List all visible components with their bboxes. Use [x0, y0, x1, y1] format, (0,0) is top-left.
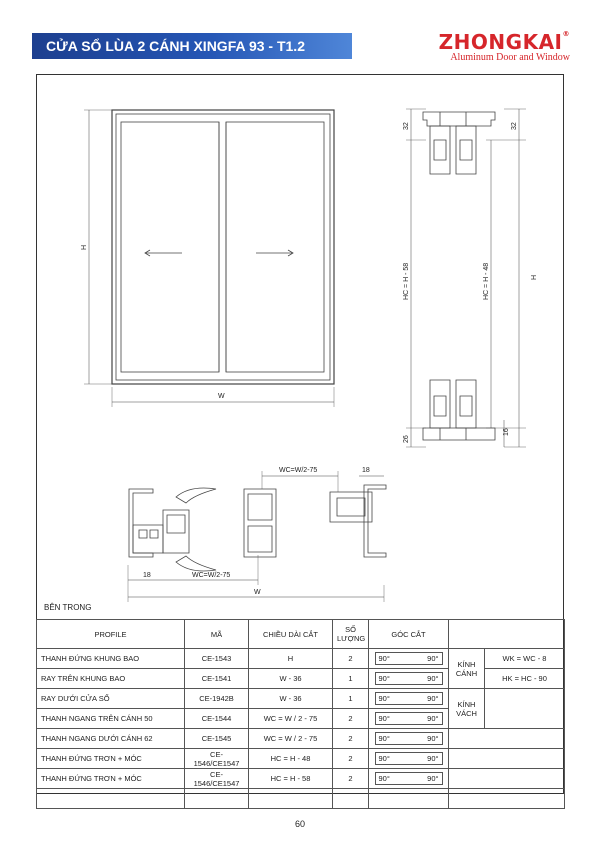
header-qty: SỐ LƯỢNG — [333, 620, 369, 649]
table-row — [37, 789, 565, 809]
page-title: CỬA SỔ LÙA 2 CÁNH XINGFA 93 - T1.2 — [46, 38, 305, 54]
table-header — [37, 620, 565, 649]
table-row: THANH NGANG TRÊN CÁNH 50 CE-1544 WC = W / 2 - 75 2 90° 90° — [37, 709, 565, 729]
dim-hc1: HC = H - 58 — [403, 262, 410, 300]
table-row: RAY TRÊN KHUNG BAO CE-1541 W - 36 1 90° 90° HK = HC - 90 — [37, 669, 565, 689]
page-number: 60 — [294, 819, 305, 829]
brand-tagline: Aluminum Door and Window — [450, 52, 570, 63]
dim-hc2: HC = H - 48 — [483, 262, 490, 300]
header-length: CHIỀU DÀI CẮT — [249, 620, 333, 649]
table-row: THANH NGANG DƯỚI CÁNH 62 CE-1545 WC = W / 2 - 75 2 90° 90° — [37, 729, 565, 749]
elevation-width-label: W — [218, 393, 225, 400]
inside-label: BÊN TRONG — [44, 603, 92, 612]
cut-angle: 90° 90° — [375, 732, 443, 745]
cut-angle: 90° 90° — [375, 752, 443, 765]
dim-w-bottom: W — [254, 589, 261, 596]
dim-wc-top: WC=W/2-75 — [279, 467, 318, 474]
wk-formula: WK = WC - 8 — [485, 649, 565, 669]
cutting-table — [36, 619, 565, 809]
cut-angle: 90° 90° — [375, 672, 443, 685]
dim-18-top: 18 — [362, 467, 370, 474]
registered-mark: ® — [562, 30, 570, 38]
vertical-section — [406, 109, 526, 447]
table-row: THANH ĐỨNG TRƠN + MÓC CE-1546/CE1547 HC = H - 48 2 90° 90° — [37, 749, 565, 769]
window-elevation — [84, 110, 334, 407]
table-row: RAY DƯỚI CỬA SỔ CE-1942B W - 36 1 90° 90° KÍNH VÁCH — [37, 689, 565, 709]
cut-angle: 90° 90° — [375, 692, 443, 705]
dim-wc-bottom: WC=W/2-75 — [192, 572, 231, 579]
cut-angle: 90° 90° — [375, 652, 443, 665]
brand-name: ZHONGKAI — [438, 30, 563, 54]
dim-h: H — [531, 274, 538, 280]
dim-bottom-left: 26 — [403, 435, 410, 443]
glass-sash-label: KÍNH CÁNH — [449, 649, 485, 689]
dim-bottom-right: 16 — [503, 428, 510, 436]
table-row: THANH ĐỨNG TRƠN + MÓC CE-1546/CE1547 HC = H - 58 2 90° 90° — [37, 769, 565, 789]
cut-angle: 90° 90° — [375, 772, 443, 785]
dim-18-bottom: 18 — [143, 572, 151, 579]
elevation-height-label: H — [81, 244, 88, 250]
header-code: MÃ — [185, 620, 249, 649]
hk-formula: HK = HC - 90 — [485, 669, 565, 689]
header-profile: PROFILE — [37, 620, 185, 649]
dim-top-left: 32 — [403, 122, 410, 130]
dim-top-right: 32 — [511, 122, 518, 130]
cut-angle: 90° 90° — [375, 712, 443, 725]
horizontal-section — [128, 471, 386, 602]
table-row: THANH ĐỨNG KHUNG BAO CE-1543 H 2 90° 90° KÍNH CÁNH WK = WC - 8 — [37, 649, 565, 669]
glass-panel-label: KÍNH VÁCH — [449, 689, 485, 729]
header-angle: GÓC CẮT — [369, 620, 449, 649]
